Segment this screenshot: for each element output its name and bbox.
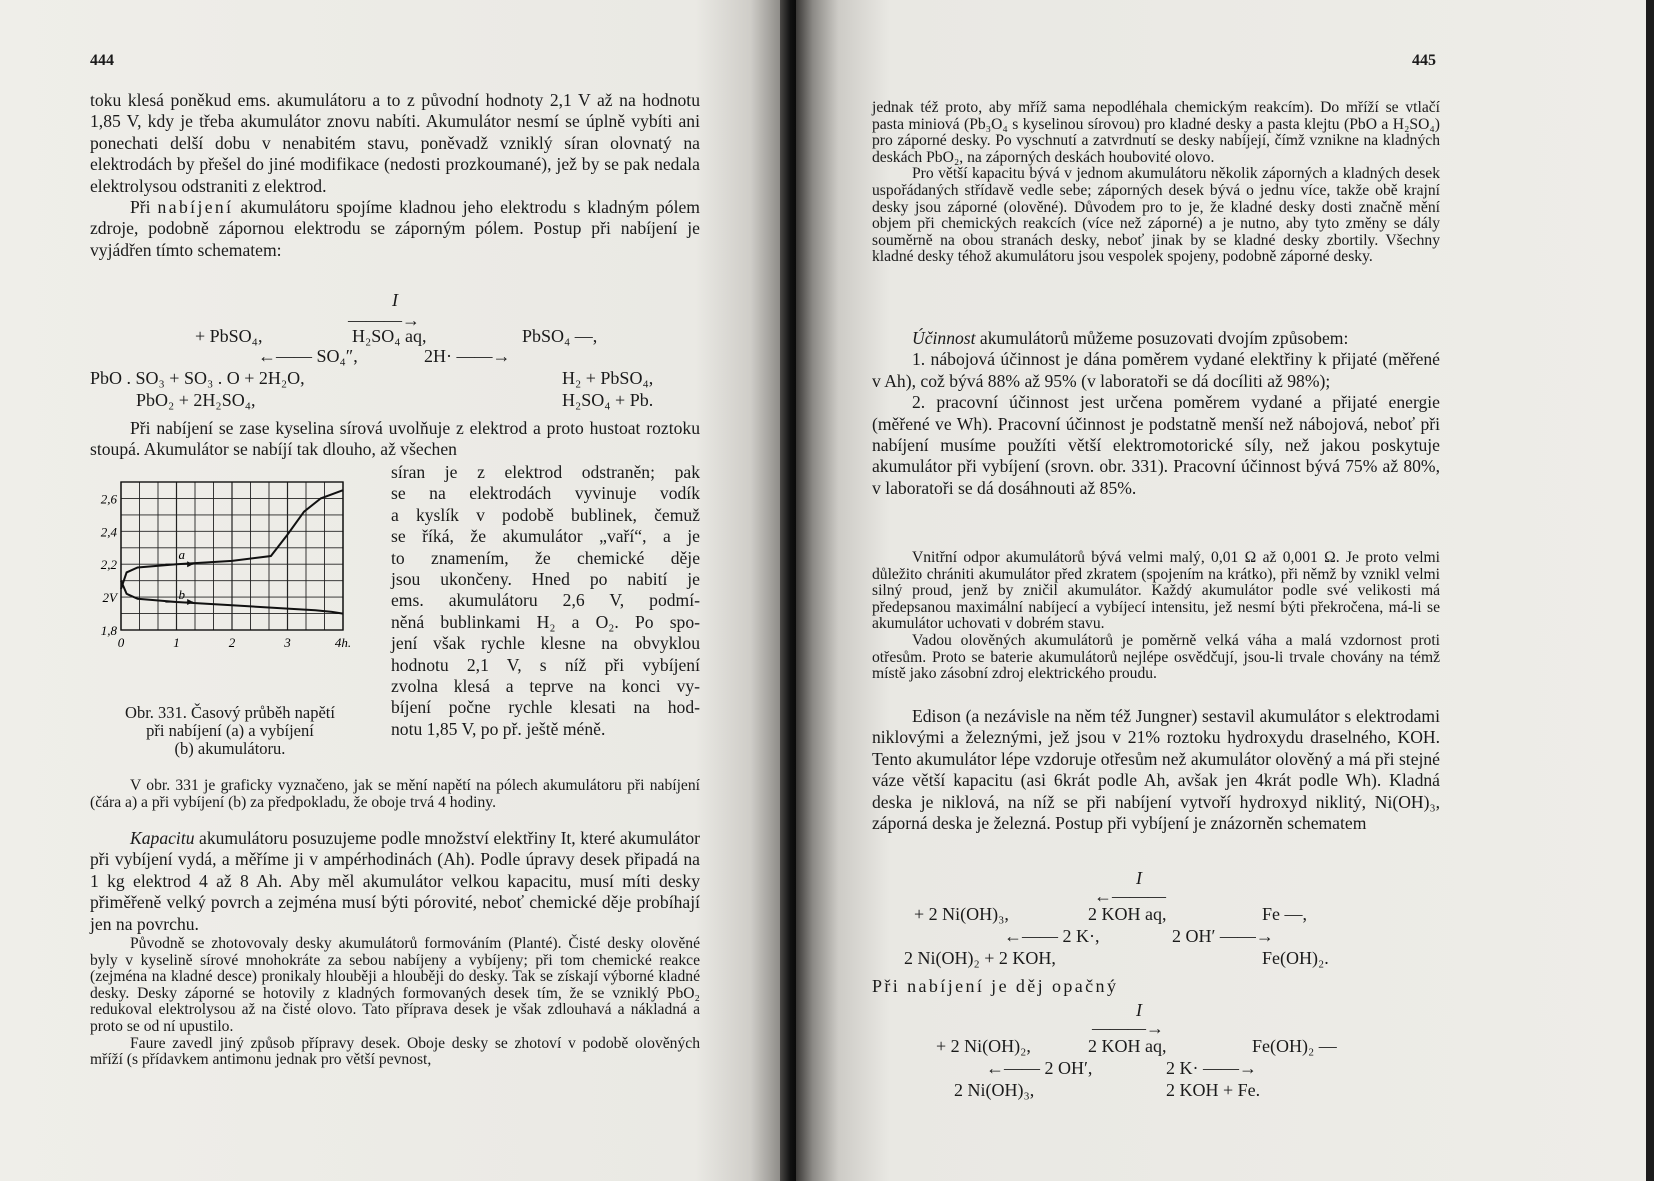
y-tick-label: 2,4 (100, 524, 117, 540)
left-text-block (90, 936, 700, 1069)
text-line: se říká, že akumulátor „vaří“, a je (391, 526, 700, 547)
paragraph: Faure zavedl jiný způsob přípravy desek. Oboje desky se zhotoví v podobě olověných mříží (s přídavkem antimonu jednak pro větší pevnost, (90, 1034, 700, 1069)
series-arrowhead (187, 561, 193, 567)
right-text-block (872, 328, 1440, 499)
series-label: a (178, 547, 185, 563)
paragraph: Pro větší kapacitu bývá v jednom akumulátoru několik záporných a kladných desek uspořádaných střídavě vedle sebe; záporných desek bývá o jednu více, takže obě krajní desky jsou záporné (olověné). Důvodem pro to je, že kladné desky dosti značně mění objem při chemických reakcích (více než záporné) a je nutno, aby tyto změny se dály souměrně na obou stranách desky, neboť jinak by se kladné desky zbortily. Všechny kladné desky téhož akumulátoru jsou vespolek spojeny, podobně záporné desky. (872, 165, 1440, 266)
paragraph: Původně se zhotovovaly desky akumulátorů formováním (Planté). Čisté desky olověné byly v kyselině sírové mnohokráte za sebou nabíjeny a vybíjeny; při tom chemické reakce (zejména na kladné desce) pronikaly hlouběji a hlouběji do desky. Tak se získají výborné kladné desky. Desky záporné se hotovily z kladných formovaných desek tím, že se vzniklý PbO₂ redukoval elektrolysou až na čisté olovo. Tato příprava desek je však zdlouhavá a nákladná a proto se od ní upustilo. (90, 935, 700, 1035)
x-tick-label: 1 (173, 635, 180, 650)
y-tick-label: 2,6 (100, 491, 117, 507)
scheme-term: + PbSO₄, (195, 326, 263, 346)
right-text-block (872, 550, 1440, 683)
current-arrow: ———→ (1092, 1018, 1164, 1038)
scheme-term: 2 OH′ ——→ (1172, 926, 1274, 946)
text-line: hodnotu 2,1 V, s níž při vybíjení (391, 654, 700, 675)
current-symbol: I (1136, 868, 1142, 888)
series-label: b (178, 587, 185, 603)
text-line: se na elektrodách vyvinuje vodík (391, 483, 700, 504)
text-line: bíjení počne rychle klesati na hod- (391, 697, 700, 718)
paragraph: V obr. 331 je graficky vyznačeno, jak se mění napětí na pólech akumulátoru při nabíjení (čára a) a při vybíjení (b) za předpokladu, že oboje trvá 4 hodiny. (90, 777, 700, 811)
text-line: ems. akumulátoru 2,6 V, podmí- (391, 590, 700, 611)
scheme-term: 2 KOH aq, (1088, 904, 1167, 924)
current-arrow: ←——— (1094, 886, 1166, 906)
left-page (0, 0, 790, 1181)
scheme-term: Fe(OH)₂ — (1252, 1036, 1337, 1056)
paragraph: 1. nábojová účinnost je dána poměrem vydané elektřiny k přijaté (měřené v Ah), což bývá 88% až 95% (v laboratoři se dá docíliti až 98%); (872, 349, 1440, 391)
x-tick-label: 2 (228, 635, 236, 650)
paragraph: Vadou olověných akumulátorů je poměrně velká váha a malá vzdornost proti otřesům. Proto se baterie akumulátorů nejlépe osvědčují, jsou-li trvale chovány na témž místě jako zásobní zdroj elektrického proudu. (872, 631, 1440, 683)
scheme-term: Fe(OH)₂. (1262, 948, 1329, 968)
paragraph: 2. pracovní účinnost jest určena poměrem vydané a přijaté energie (měřené ve Wh). Pracovní účinnost je podstatně menší než nábojová, neboť při nabíjení musíme použíti větší elektromotorické síly, než jakou poskytuje akumulátor při vybíjení (srovn. obr. 331). Pracovní účinnost bývá 75% až 80%, v laboratoři se dá dosáhnouti až 85%. (872, 392, 1440, 498)
series-arrowhead (187, 599, 193, 605)
scheme-term: 2 Ni(OH)₂ + 2 KOH, (904, 948, 1056, 968)
scheme-term: 2 Ni(OH)₃, (954, 1080, 1035, 1100)
voltage-chart (95, 480, 365, 680)
text-line: jení však rychle klesne na obvyklou (391, 633, 700, 654)
figure-331 (95, 480, 365, 680)
paragraph: Kapacitu akumulátoru posuzujeme podle množství elektřiny It, které akumulátor při vybíjení vydá, a měříme ji v ampérhodinách (Ah). Podle úpravy desek připadá na 1 kg elektrod 4 až 8 Ah. Aby měl akumulátor velkou kapacitu, musí míti desky přiměřeně velký povrch a zejména musí býti pórovité, neboť chemické děje probíhají jen na povrchu. (90, 828, 700, 934)
text-line: síran je z elektrod odstraněn; pak (391, 462, 700, 482)
scheme-term: + 2 Ni(OH)₂, (936, 1036, 1031, 1056)
paragraph: Edison (a nezávisle na něm též Jungner) sestavil akumulátor s elektrodami niklovými a železnými, jež jsou v 21% roztoku hydroxydu draselného, KOH. Tento akumulátor lépe vzdoruje otřesům než akumulátor olověný a má při stejné váze větší kapacitu (asi 6krát podle Ah, avšak jen 4krát podle Wh). Kladná deska je niklová, na níž se při nabíjení vytvoří hydroxyd niklitý, Ni(OH)₃, záporná deska je železná. Postup při vybíjení je znázorněn schematem (872, 706, 1440, 834)
scheme-term: ←—— 2 K·, (1004, 926, 1100, 946)
paragraph: toku klesá poněkud ems. akumulátoru a to z původní hodnoty 2,1 V až na hodnotu 1,85 V, kdy je třeba akumulátor znovu nabíti. Akumulátor nesmí se úplně vybíti ani ponechati delší dobu v nenabitém stavu, poněvadž vzniklý síran olovnatý na elektrodách by přešel do jiné modifikace (nedosti prozkoumané), jež by se pak nedala elektrolysou odstraniti z elektrod. (90, 90, 700, 196)
paragraph: Vnitřní odpor akumulátorů bývá velmi malý, 0,01 Ω až 0,001 Ω. Je proto velmi důležito chrániti akumulátor před zkratem (spojením na krátko), při němž by vznikl velmi silný proud, jenž by zničil akumulátor. Každý akumulátor podle své velikosti má předepsanou maximální nabíjecí a vybíjecí intensitu, jež nesmí býti překročena, má-li se akumulátor uchovati v dobrém stavu. (872, 549, 1440, 633)
scheme-term: PbSO₄ —, (522, 326, 598, 346)
scheme-term: Fe —, (1262, 904, 1307, 924)
wrapped-text (391, 462, 700, 740)
x-tick-label: 4h. (334, 635, 352, 650)
current-symbol: I (1136, 1000, 1142, 1020)
left-text-block (90, 90, 700, 261)
right-text-block (872, 100, 1440, 266)
text-line: zvolna klesá a teprve na konci vy- (391, 676, 700, 697)
scheme-term: 2 K· ——→ (1166, 1058, 1257, 1078)
text-line: něná bublinkami H₂ a O₂. Po spo- (391, 611, 700, 632)
scheme-term: ←—— SO₄″, (258, 346, 358, 366)
scheme-term: ←—— 2 OH′, (986, 1058, 1093, 1078)
figure-caption: Obr. 331. Časový průběh napětí při nabíjení (a) a vybíjení (b) akumulátoru. (125, 703, 335, 758)
scheme-term: PbO . SO₃ + SO₃ . O + 2H₂O, (90, 368, 305, 388)
paragraph: Při nabíjení je děj opačný (872, 976, 1119, 996)
current-symbol: I (392, 290, 398, 310)
text-line: to znamením, že chemické děje (391, 547, 700, 568)
text-line: a kyslík v podobě bublinek, čemuž (391, 504, 700, 525)
scheme-term: 2H· ——→ (424, 346, 511, 366)
text-line: notu 1,85 V, po př. ještě méně. (391, 718, 606, 739)
x-tick-label: 3 (284, 635, 291, 650)
right-page (796, 0, 1646, 1181)
scheme-term: + 2 Ni(OH)₃, (914, 904, 1009, 924)
page-number-right: 445 (1412, 52, 1436, 69)
right-text-block (872, 706, 1440, 834)
y-tick-label: 2V (102, 590, 117, 606)
scheme-term: 2 KOH + Fe. (1166, 1080, 1261, 1100)
scheme-term: H₂SO₄ + Pb. (562, 390, 654, 410)
page-number-left: 444 (90, 52, 114, 69)
paragraph: Při nabíjení se zase kyselina sírová uvolňuje z elektrod a proto hustoat roztoku stoupá. Akumulátor se nabíjí tak dlouho, až všechen (90, 418, 700, 460)
paragraph: Při nabíjení akumulátoru spojíme kladnou jeho elektrodu s kladným pólem zdroje, podobně zápornou elektrodu se záporným pólem. Postup při nabíjení je vyjádřen tímto schematem: (90, 197, 700, 260)
x-tick-label: 0 (117, 635, 125, 650)
current-arrow: ———→ (348, 310, 420, 330)
y-tick-label: 2,2 (100, 557, 117, 573)
left-text-block (90, 828, 700, 935)
scheme-term: H₂ + PbSO₄, (562, 368, 654, 388)
scheme-term: H₂SO₄ aq, (352, 326, 427, 346)
left-text-block (90, 778, 700, 811)
paragraph: jednak též proto, aby mříž sama nepodléhala chemickým reakcím). Do mříží se vtlačí pasta miniová (Pb₃O₄ s kyselinou sírovou) pro kladné desky a pasta klejtu (PbO a H₂SO₄) pro záporné desky. Po vyschnutí a zatvrdnutí se desky nabíjejí, čímž vznikne na kladných deskách PbO₂, na záporných deskách houbovité olovo. (872, 99, 1440, 166)
text-line: jsou ukončeny. Hned po nabití je (391, 569, 700, 590)
left-text-block (90, 418, 700, 461)
y-tick-label: 1,8 (100, 623, 117, 638)
scheme-term: PbO₂ + 2H₂SO₄, (136, 390, 256, 410)
scheme-term: 2 KOH aq, (1088, 1036, 1167, 1056)
paragraph: Účinnost akumulátorů můžeme posuzovati dvojím způsobem: (912, 328, 1349, 348)
